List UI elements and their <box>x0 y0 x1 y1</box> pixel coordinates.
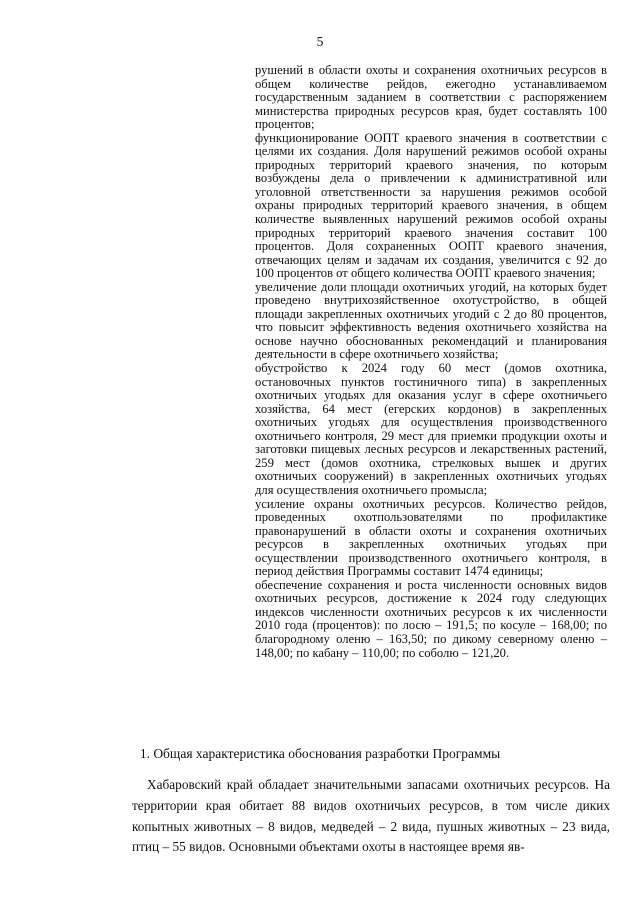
body-paragraph: Хабаровский край обладает значительными запасами охотничьих ресурсов. На территории края обитает 88 видов охотничьих ресурсов, в том числе диких копытных животных – 8 видов, медведей – 2 вида, пушных животных – 23 вида, птиц – 55 видов. Основными объектами охоты в настоящее время яв- <box>132 777 610 855</box>
list-item: рушений в области охоты и сохранения охотничьих ресурсов в общем количестве рейдов, ежегодно устанавливаемом государственным заданием в соответствии с распоряжением министерства природных ресурсов края, будет составлять 100 процентов; <box>255 63 607 132</box>
section-heading: 1. Общая характеристика обоснования разработки Программы <box>139 746 501 761</box>
list-item: увеличение доли площади охотничьих угодий, на которых будет проведено внутрихозяйственное охотустройство, в общей площади закрепленных охотничьих угодий с 2 до 80 процентов, что повысит эффективность ведения охотничьего хозяйства на основе научно обоснованных рекомендаций и планирования деятельности в сфере охотничьего хозяйства; <box>255 279 607 362</box>
page-number: 5 <box>316 34 324 49</box>
list-item: обустройство к 2024 году 60 мест (домов охотника, остановочных пунктов гостиничного типа) в закрепленных охотничьих угодьях для оказания услуг в сфере охотничьего хозяйства, 64 мест (егерских кордонов) в закрепленных охотничьих угодьях для осуществления производственного охотничьего контроля, 29 мест для приемки продукции охоты и заготовки пищевых лесных ресурсов и лекарственных растений, 259 мест (домов охотника, стрелковых вышек и других охотничьих сооружений) в закрепленных охотничьих угодьях для осуществления охотничьего промысла; <box>255 361 607 497</box>
results-list-column <box>255 64 607 660</box>
body-text <box>132 775 610 858</box>
list-item: усиление охраны охотничьих ресурсов. Количество рейдов, проведенных охотпользователями по профилактике правонарушений в области охоты и сохранения охотничьих ресурсов в закрепленных охотничьих угодьях при осуществлении производственного охотничьего контроля, в период действия Программы составит 1474 единицы; <box>255 496 607 579</box>
list-item: обеспечение сохранения и роста численности основных видов охотничьих ресурсов, достижение к 2024 году следующих индексов численности охотничьих ресурсов к их численности 2010 года (процентов): по лосю – 191,5; по косуле – 168,00; по благородному оленю – 163,50; по дикому северному оленю – 148,00; по кабану – 110,00; по соболю – 121,20. <box>255 577 607 660</box>
list-item: функционирование ООПТ краевого значения в соответствии с целями их создания. Доля нарушений режимов особой охраны природных территорий краевого значения, по которым возбуждены дела о привлечении к административной или уголовной ответственности за нарушения режимов особой охраны природных территорий краевого значения, в общем количестве выявленных нарушений режимов особой охраны природных территорий краевого значения составит 100 процентов. Доля сохраненных ООПТ краевого значения, отвечающих целям и задачам их создания, увеличится с 92 до 100 процентов от общего количества ООПТ краевого значения; <box>255 130 607 281</box>
